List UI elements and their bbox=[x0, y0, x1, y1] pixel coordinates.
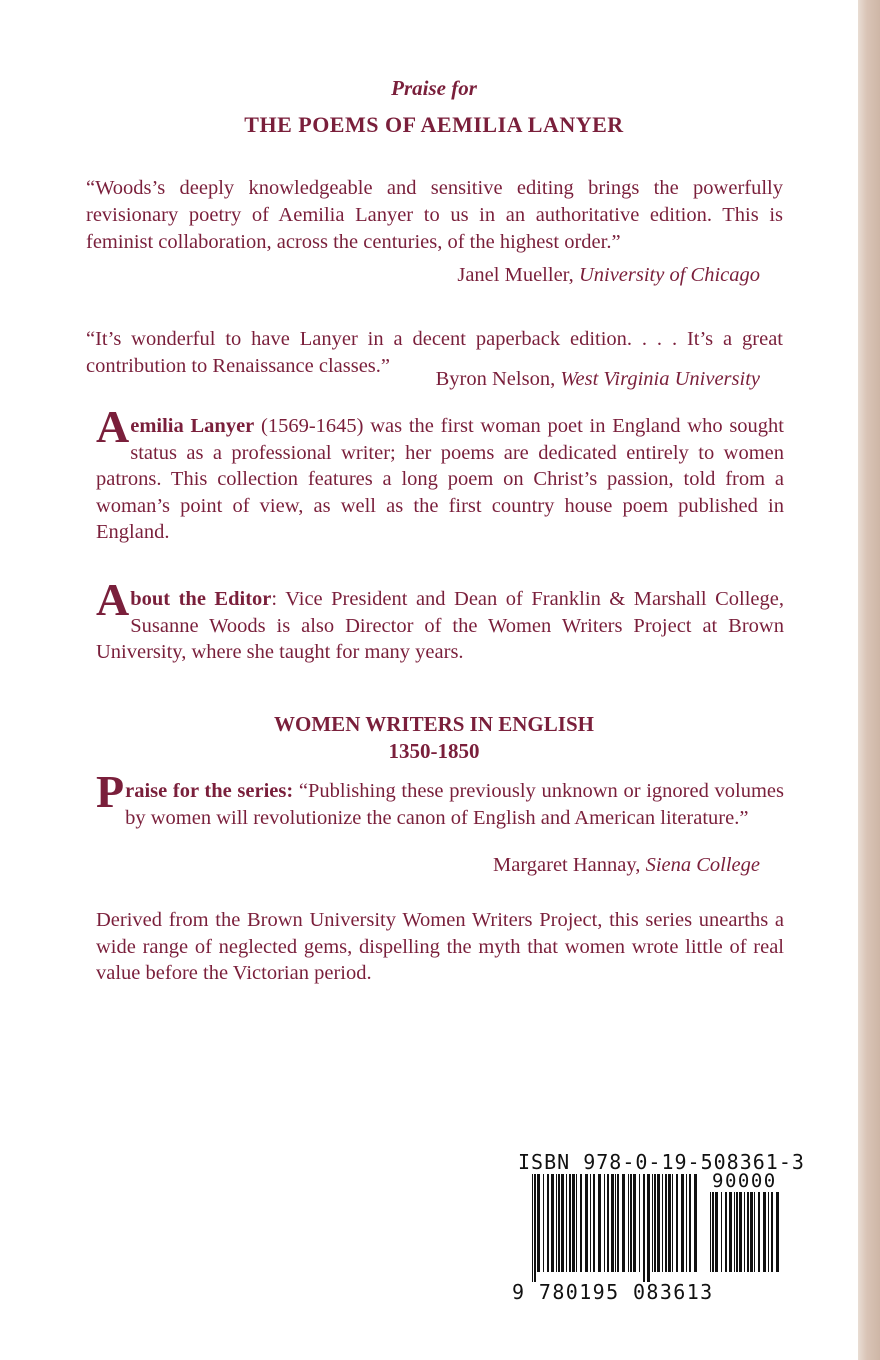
barcode-bar bbox=[630, 1174, 632, 1272]
barcode-bar bbox=[643, 1174, 645, 1282]
barcode-bar bbox=[633, 1174, 636, 1272]
barcode-bar bbox=[576, 1174, 577, 1272]
barcode-bar bbox=[750, 1192, 753, 1272]
barcode-bar bbox=[715, 1192, 718, 1272]
isbn-number: ISBN 978-0-19-508361-3 bbox=[518, 1150, 805, 1174]
barcode-bar bbox=[657, 1174, 660, 1272]
barcode-bar bbox=[736, 1192, 738, 1272]
ean13-bars bbox=[530, 1174, 700, 1282]
barcode-bar bbox=[652, 1174, 653, 1272]
barcode-bar bbox=[668, 1174, 671, 1272]
barcode-bar bbox=[721, 1192, 722, 1272]
ean-digits: 9 780195 083613 bbox=[512, 1280, 714, 1304]
barcode-bar bbox=[686, 1174, 687, 1272]
barcode-bar bbox=[747, 1192, 749, 1272]
editor-bio-dropcap: A bbox=[96, 574, 130, 625]
editor-bio bbox=[96, 574, 784, 666]
barcode-bar bbox=[665, 1174, 667, 1272]
review-quote-2-text: “It’s wonderful to have Lanyer in a decent paperback edition. . . . It’s a great contribution to Renaissance classes.” bbox=[86, 328, 783, 377]
barcode-bar bbox=[566, 1174, 567, 1272]
barcode-bar bbox=[561, 1174, 564, 1272]
praise-label: Praise for bbox=[391, 76, 477, 100]
author-name: emilia Lanyer bbox=[130, 415, 255, 437]
barcode-bar bbox=[617, 1174, 619, 1272]
series-praise-dropcap: P bbox=[96, 766, 125, 817]
barcode-bar bbox=[758, 1192, 760, 1272]
barcode-bar bbox=[590, 1174, 591, 1272]
author-bio-text: (1569-1645) was the first woman poet in England who sought status as a professional writer; her poems are dedicated entirely to women patrons. This collection features a long poem on Christ’s passion, told from a woman’s point of view, as well as the first country house poem published in England. bbox=[96, 415, 784, 543]
barcode-bar bbox=[681, 1174, 684, 1272]
barcode-bar bbox=[768, 1192, 769, 1272]
barcode-bar bbox=[729, 1192, 732, 1272]
barcode-bar bbox=[611, 1174, 614, 1272]
barcode-bar bbox=[712, 1192, 714, 1272]
editor-heading: bout the Editor bbox=[130, 588, 272, 610]
author-bio-dropcap: A bbox=[96, 401, 130, 452]
review-attribution-2 bbox=[436, 368, 760, 391]
barcode-bar bbox=[694, 1174, 697, 1272]
barcode-bar bbox=[662, 1174, 663, 1272]
barcode-bar bbox=[734, 1192, 735, 1272]
editor-bio-text: : Vice President and Dean of Franklin & Marshall College, Susanne Woods is also Director of the Women Writers Project at Brown University, where she taught for many years. bbox=[96, 588, 784, 663]
barcode-bar bbox=[580, 1174, 582, 1272]
series-years: 1350-1850 bbox=[388, 739, 480, 763]
barcode-bar bbox=[628, 1174, 629, 1272]
barcode-bar bbox=[551, 1174, 554, 1272]
addon-bars bbox=[708, 1192, 784, 1282]
author-bio bbox=[96, 401, 784, 546]
barcode-bar bbox=[739, 1192, 742, 1272]
barcode-bar bbox=[558, 1174, 560, 1272]
barcode-bar bbox=[672, 1174, 673, 1272]
barcode-bar bbox=[547, 1174, 549, 1272]
book-title: THE POEMS OF AEMILIA LANYER bbox=[244, 112, 624, 137]
barcode-bar bbox=[598, 1174, 601, 1272]
barcode-bar bbox=[725, 1192, 727, 1272]
barcode-bar bbox=[572, 1174, 575, 1272]
barcode-bar bbox=[534, 1174, 536, 1282]
barcode-bar bbox=[771, 1192, 773, 1272]
barcode-bar bbox=[639, 1174, 640, 1272]
barcode-bar bbox=[689, 1174, 691, 1272]
reviewer-name: Janel Mueller, bbox=[457, 264, 579, 286]
reviewer-name: Byron Nelson, bbox=[435, 368, 561, 390]
reviewer-name: Margaret Hannay, bbox=[493, 854, 646, 876]
barcode-bar bbox=[647, 1174, 650, 1282]
barcode-bar bbox=[654, 1174, 656, 1272]
series-praise-heading: raise for the series: bbox=[125, 780, 294, 802]
barcode-bar bbox=[776, 1192, 779, 1272]
barcode-bar bbox=[607, 1174, 609, 1272]
reviewer-affiliation: West Virginia University bbox=[560, 368, 760, 390]
series-title: WOMEN WRITERS IN ENGLISH bbox=[274, 712, 594, 736]
price-code: 90000 bbox=[712, 1170, 777, 1192]
barcode-bar bbox=[532, 1174, 533, 1282]
barcode-bar bbox=[604, 1174, 605, 1272]
barcode-bar bbox=[676, 1174, 678, 1272]
review-quote-1: “Woods’s deeply knowledgeable and sensitive editing brings the powerfully revisionary poetry of Aemilia Lanyer to us in an authoritative edition. This is feminist collaboration, across the centuries, of the highest order.” bbox=[86, 177, 783, 253]
isbn-barcode bbox=[508, 1150, 805, 1310]
series-description: Derived from the Brown University Women Writers Project, this series unearths a wide range of neglected gems, dispelling the myth that women wrote little of real value before the Victorian period. bbox=[96, 909, 784, 984]
barcode-bar bbox=[754, 1192, 755, 1272]
series-praise-text: “Publishing these previously unknown or ignored volumes by women will revolutionize the canon of English and American literature.” bbox=[125, 780, 785, 829]
spine-edge bbox=[858, 0, 880, 1360]
reviewer-affiliation: Siena College bbox=[645, 854, 760, 876]
barcode-bar bbox=[569, 1174, 571, 1272]
series-praise-attribution bbox=[493, 854, 760, 877]
barcode-bar bbox=[543, 1174, 544, 1272]
review-attribution-1 bbox=[457, 264, 760, 287]
barcode-bar bbox=[710, 1192, 711, 1272]
reviewer-affiliation: University of Chicago bbox=[578, 264, 760, 286]
series-praise bbox=[96, 766, 785, 831]
barcode-bar bbox=[537, 1174, 540, 1272]
barcode-bar bbox=[622, 1174, 625, 1272]
barcode-bar bbox=[744, 1192, 745, 1272]
barcode-bar bbox=[556, 1174, 557, 1272]
barcode-bar bbox=[615, 1174, 616, 1272]
barcode-bar bbox=[585, 1174, 588, 1272]
barcode-bar bbox=[763, 1192, 766, 1272]
barcode-bar bbox=[593, 1174, 595, 1272]
